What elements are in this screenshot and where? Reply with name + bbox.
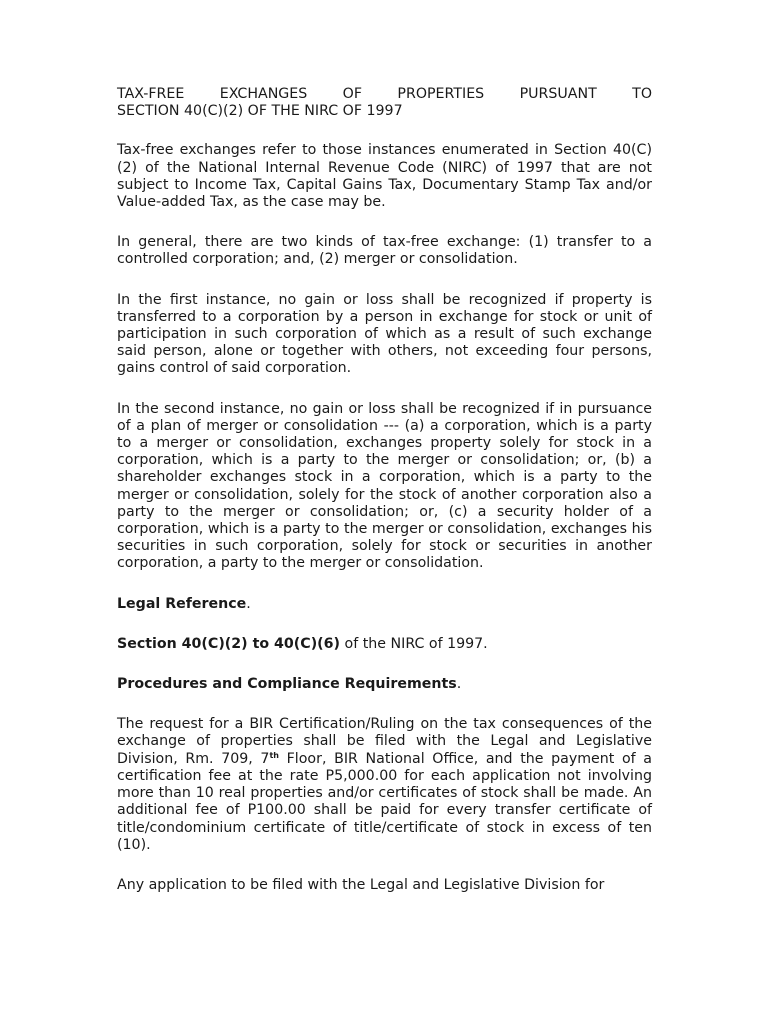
paragraph-request xyxy=(117,716,652,854)
section-reference-rest: of the NIRC of 1997. xyxy=(340,635,488,652)
ordinal-suffix: th xyxy=(269,750,279,760)
legal-reference-label: Legal Reference xyxy=(117,595,247,612)
paragraph-kinds: In general, there are two kinds of tax-free exchange: (1) transfer to a controlled corporation; and, (2) merger or consolidation. xyxy=(117,234,652,268)
paragraph-second-instance: In the second instance, no gain or loss shall be recognized if in pursuance of a plan of merger or consolidation --- (a) a corporation, which is a party to a merger or consolidation, exchanges property solely for stock in a corporation, which is a party to the merger or consolidation; or, (b) a shareholder exchanges stock in a corporation, which is a party to the merger or consolidation, solely for the stock of another corporation also a party to the merger or consolidation; or, (c) a security holder of a corporation, which is a party to the merger or consolidation, exchanges his securities in such corporation, solely for stock or securities in another corporation, a party to the merger or consolidation. xyxy=(117,400,652,572)
section-reference xyxy=(117,636,652,653)
request-text-part-1: The request for a BIR Certification/Ruling on the tax consequences of the exchange of properties shall be filed with the Legal and Legislative Division, Rm. 709, 7 xyxy=(117,716,652,767)
procedures-heading xyxy=(117,676,652,693)
procedures-label: Procedures and Compliance Requirements xyxy=(117,676,457,693)
title-line-1: TAX-FREE EXCHANGES OF PROPERTIES PURSUANT TO xyxy=(117,86,652,102)
request-text-part-2: Floor, BIR National Office, and the payment of a certification fee at the rate P5,000.00 for each application not involving more than 10 real properties and/or certificates of stock shall be made. An additional fee of P100.00 shall be paid for every transfer certificate of title/condominium certificate of title/certificate of stock in excess of ten (10). xyxy=(117,750,652,853)
title-line-2: SECTION 40(C)(2) OF THE NIRC OF 1997 xyxy=(117,103,403,120)
document-title xyxy=(117,86,652,120)
legal-reference-period: . xyxy=(246,595,251,612)
document-page xyxy=(117,86,652,917)
paragraph-application: Any application to be filed with the Legal and Legislative Division for xyxy=(117,876,605,893)
section-reference-bold: Section 40(C)(2) to 40(C)(6) xyxy=(117,635,341,652)
paragraph-first-instance: In the first instance, no gain or loss shall be recognized if property is transferred to a corporation by a person in exchange for stock or unit of participation in such corporation of which as a result of such exchange said person, alone or together with others, not exceeding four persons, gains control of said corporation. xyxy=(117,291,652,377)
paragraph-definition: Tax-free exchanges refer to those instances enumerated in Section 40(C)(2) of the National Internal Revenue Code (NIRC) of 1997 that are not subject to Income Tax, Capital Gains Tax, Documentary Stamp Tax and/or Value-added Tax, as the case may be. xyxy=(117,142,652,211)
procedures-period: . xyxy=(456,676,462,693)
legal-reference-heading xyxy=(117,596,652,613)
